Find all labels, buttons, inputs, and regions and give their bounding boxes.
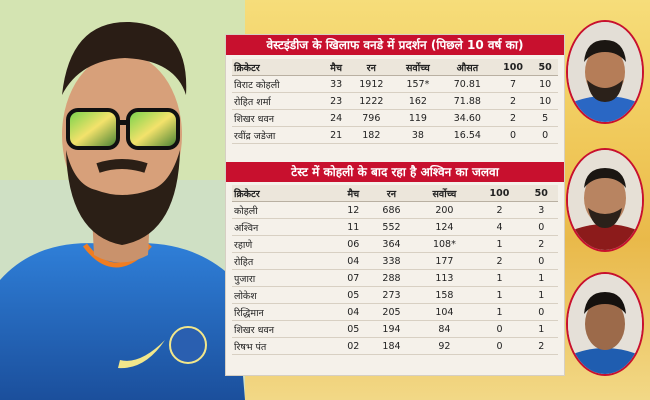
cell: 2: [474, 253, 524, 270]
test-stats-table: [232, 185, 558, 355]
table-row: [232, 338, 558, 355]
cell: 0: [525, 219, 558, 236]
cell: 1: [474, 270, 524, 287]
cell: 21: [324, 127, 347, 144]
cell: 2: [494, 110, 533, 127]
cell: 1: [525, 321, 558, 338]
table-row: [232, 253, 558, 270]
table-row: [232, 321, 558, 338]
cell: 11: [338, 219, 369, 236]
cell: 108*: [414, 236, 474, 253]
cell: रवींद्र जडेजा: [232, 127, 324, 144]
cell: 177: [414, 253, 474, 270]
cell: 05: [338, 321, 369, 338]
cell: 23: [324, 93, 347, 110]
cell: 0: [474, 338, 524, 355]
cell: पुजारा: [232, 270, 338, 287]
table-row: [232, 110, 558, 127]
stats-panel: [225, 34, 565, 376]
cell: रोहित शर्मा: [232, 93, 324, 110]
cell: 113: [414, 270, 474, 287]
cell: शिखर धवन: [232, 110, 324, 127]
cell: 33: [324, 76, 347, 93]
cell: 552: [369, 219, 415, 236]
cell: 34.60: [441, 110, 494, 127]
table-row: [232, 304, 558, 321]
cell: 364: [369, 236, 415, 253]
table-row: [232, 270, 558, 287]
col-header: क्रिकेटर: [232, 185, 338, 202]
odi-table-title: वेस्टइंडीज के खिलाफ वनडे में प्रदर्शन (पिछले 10 वर्ष का): [226, 35, 564, 55]
odi-stats-table: [232, 59, 558, 144]
cell: 2: [525, 338, 558, 355]
player-portrait-1: [566, 20, 644, 124]
cell: 0: [474, 321, 524, 338]
cell: 04: [338, 304, 369, 321]
cell: अश्विन: [232, 219, 338, 236]
cell: 288: [369, 270, 415, 287]
cell: 182: [348, 127, 395, 144]
cell: 1: [474, 236, 524, 253]
col-header: 50: [525, 185, 558, 202]
table-row: [232, 236, 558, 253]
cell: 71.88: [441, 93, 494, 110]
cell: 0: [525, 253, 558, 270]
cell: 06: [338, 236, 369, 253]
cell: रहाणे: [232, 236, 338, 253]
cell: विराट कोहली: [232, 76, 324, 93]
col-header: औसत: [441, 59, 494, 76]
cell: 2: [474, 202, 524, 219]
cell: लोकेश: [232, 287, 338, 304]
col-header: मैच: [324, 59, 347, 76]
cell: रिषभ पंत: [232, 338, 338, 355]
cell: 686: [369, 202, 415, 219]
cell: 157*: [395, 76, 441, 93]
player-portrait-3: [566, 272, 644, 376]
cell: 3: [525, 202, 558, 219]
player-portrait-2: [566, 148, 644, 252]
cell: 162: [395, 93, 441, 110]
test-table-title: टेस्ट में कोहली के बाद रहा है अश्विन का जलवा: [226, 162, 564, 182]
cell: 0: [532, 127, 558, 144]
cell: 200: [414, 202, 474, 219]
cell: 119: [395, 110, 441, 127]
cell: 2: [494, 93, 533, 110]
cell: 158: [414, 287, 474, 304]
table-row: [232, 202, 558, 219]
cell: शिखर धवन: [232, 321, 338, 338]
cell: 10: [532, 93, 558, 110]
cell: 205: [369, 304, 415, 321]
cell: 12: [338, 202, 369, 219]
table-row: [232, 93, 558, 110]
cell: 16.54: [441, 127, 494, 144]
cell: 0: [494, 127, 533, 144]
cell: 92: [414, 338, 474, 355]
cell: 273: [369, 287, 415, 304]
col-header: रन: [348, 59, 395, 76]
cell: 5: [532, 110, 558, 127]
table-row: [232, 287, 558, 304]
hero-player-photo: [0, 0, 245, 400]
col-header: सर्वोच्च: [395, 59, 441, 76]
cell: 1912: [348, 76, 395, 93]
cell: 7: [494, 76, 533, 93]
cell: 4: [474, 219, 524, 236]
cell: 104: [414, 304, 474, 321]
col-header: 50: [532, 59, 558, 76]
col-header: 100: [474, 185, 524, 202]
cell: 0: [525, 304, 558, 321]
cell: कोहली: [232, 202, 338, 219]
table-row: [232, 219, 558, 236]
odi-header-row: [232, 59, 558, 76]
cell: रोहित: [232, 253, 338, 270]
col-header: मैच: [338, 185, 369, 202]
cell: 2: [525, 236, 558, 253]
cell: 796: [348, 110, 395, 127]
cell: 338: [369, 253, 415, 270]
cell: 1222: [348, 93, 395, 110]
col-header: रन: [369, 185, 415, 202]
cell: 04: [338, 253, 369, 270]
cell: 10: [532, 76, 558, 93]
cell: 1: [525, 287, 558, 304]
table-row: [232, 127, 558, 144]
cell: 84: [414, 321, 474, 338]
cell: रिद्धिमान: [232, 304, 338, 321]
cell: 1: [474, 287, 524, 304]
test-header-row: [232, 185, 558, 202]
cell: 02: [338, 338, 369, 355]
cell: 24: [324, 110, 347, 127]
cell: 124: [414, 219, 474, 236]
player-portraits: [560, 20, 645, 380]
cell: 07: [338, 270, 369, 287]
col-header: क्रिकेटर: [232, 59, 324, 76]
col-header: सर्वोच्च: [414, 185, 474, 202]
cell: 1: [474, 304, 524, 321]
cell: 1: [525, 270, 558, 287]
cell: 184: [369, 338, 415, 355]
table-row: [232, 76, 558, 93]
cell: 194: [369, 321, 415, 338]
cell: 70.81: [441, 76, 494, 93]
cell: 38: [395, 127, 441, 144]
cell: 05: [338, 287, 369, 304]
col-header: 100: [494, 59, 533, 76]
